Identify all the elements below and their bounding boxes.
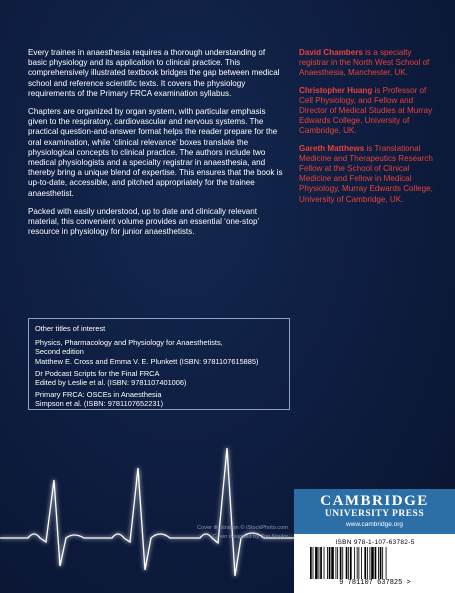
barcode-digits: 9 781107 637825 > [339, 579, 411, 587]
publisher-logo-box [294, 489, 455, 534]
publisher-press: UNIVERSITY PRESS [324, 509, 425, 519]
barcode-bar [354, 547, 355, 579]
barcode-bar [358, 547, 359, 579]
barcode-bar [361, 547, 362, 579]
other-title-line: Dr Podcast Scripts for the Final FRCA [35, 368, 160, 378]
author-bio [299, 86, 439, 137]
barcode-bar [348, 547, 349, 579]
author-name: David Chambers [299, 48, 363, 57]
design-credit: Cover designed by Zoe Naylor [212, 533, 288, 540]
barcode-bar [386, 547, 387, 579]
blurb-text [28, 48, 286, 245]
illustration-credit: Cover illustration © iStockPhoto.com [197, 525, 288, 531]
barcode-bar [350, 547, 352, 579]
barcode-bar [315, 547, 318, 579]
barcode-bar [375, 547, 377, 579]
barcode-bar [382, 547, 383, 579]
barcode-bar [342, 547, 343, 579]
barcode-bar [340, 547, 342, 579]
author-description: is Professor of Cell Physiology, and Fellow and Director of Medical Studies at Murray Edwards College, University of Cambridge, UK. [299, 85, 433, 136]
other-title-line: Matthew E. Cross and Emma V. E. Plunkett (ISBN: 9781107615885) [35, 356, 259, 366]
other-title-entry [35, 390, 283, 408]
isbn-label: ISBN 978-1-107-63782-5 [335, 539, 415, 546]
barcode-bar [337, 547, 338, 579]
cover-credits [180, 524, 288, 541]
barcode-bar [336, 547, 337, 579]
barcode-bar [357, 547, 358, 579]
barcode [306, 538, 444, 589]
author-name: Christopher Huang [299, 85, 373, 95]
barcode-bar [346, 547, 348, 579]
barcode-bar [367, 547, 368, 579]
author-description: is Translational Medicine and Therapeutics Research Fellow at the School of Clinical Medicine and Fellow in Medical Physiology, Murray Edwards College, University of Cambridge, UK. [299, 143, 433, 204]
publisher-block [294, 489, 455, 593]
other-title-line: Primary FRCA: OSCEs in Anaesthesia [35, 390, 162, 400]
author-description: is a specialty registrar in the North West School of Anaesthesia, Manchester, UK. [299, 48, 430, 78]
other-title-line: Second edition [35, 347, 84, 357]
barcode-bars [306, 547, 444, 579]
publisher-url: www.cambridge.org [345, 521, 404, 528]
barcode-bar [329, 547, 331, 579]
other-titles-heading: Other titles of interest [35, 324, 106, 333]
publisher-name: CAMBRIDGE [320, 493, 429, 509]
barcode-bar [371, 547, 374, 579]
barcode-bar [310, 547, 312, 579]
barcode-bar [370, 547, 371, 579]
author-bio [299, 144, 439, 205]
blurb-paragraph-2: Chapters are organized by organ system, with particular emphasis given to the respiratory, cardiovascular and nervous systems. The practical question-and-answer format helps the reader prepare for the oral examination, while ‘clinical relevance’ boxes translate the physiological concepts to clinical practice. The authors include two medical physiologists and a specialty registrar in anaesthesia, and thereby bring a unique blend of expertise. This ensures that the book is up-to-date, accessible, and pitched appropriately for the trainee anaesthetist. [28, 107, 283, 198]
blurb-paragraph-3: Packed with easily understood, up to date and clinically relevant material, this convenient volume provides an essential ‘one-stop’ resource in physiology for junior anaesthetists. [28, 206, 259, 237]
barcode-bar [327, 547, 328, 579]
blurb-paragraph-1: Every trainee in anaesthesia requires a thorough understanding of basic physiology and its application to clinical practice. This comprehensively illustrated textbook bridges the gap between medical school and reference scientific texts. It covers the physiology requirements of the Primary FRCA examination syllabus. [28, 48, 280, 98]
other-title-entry [35, 338, 283, 366]
barcode-bar [313, 547, 314, 579]
barcode-bar [331, 547, 334, 579]
other-titles-box [28, 318, 290, 410]
barcode-bar [320, 547, 322, 579]
ecg-line [0, 448, 294, 576]
other-title-line: Simpson et al. (ISBN: 9781107652231) [35, 399, 164, 409]
author-bios [299, 48, 439, 212]
author-name: Gareth Matthews [299, 143, 365, 153]
other-title-entry [35, 369, 283, 387]
other-title-line: Physics, Pharmacology and Physiology for Anaesthetists, [35, 338, 223, 348]
author-bio [299, 48, 439, 79]
other-title-line: Edited by Leslie et al. (ISBN: 9781107401006) [35, 378, 187, 388]
barcode-bar [364, 547, 366, 579]
barcode-bar [380, 547, 382, 579]
barcode-bar [378, 547, 379, 579]
barcode-bar [324, 547, 325, 579]
barcode-bar [319, 547, 320, 579]
